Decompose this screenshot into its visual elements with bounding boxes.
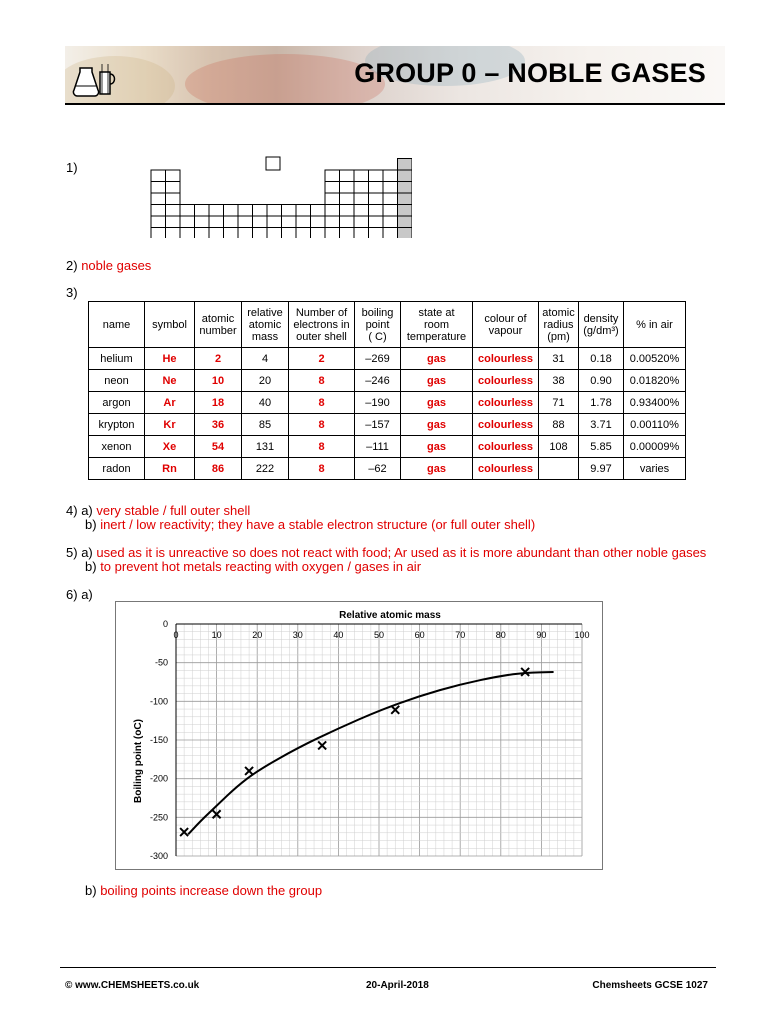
table-cell: 10: [195, 370, 242, 392]
table-cell: –111: [355, 436, 401, 458]
periodic-table-cell: [369, 170, 384, 182]
periodic-table-cell: [354, 216, 369, 228]
q6-b-answer: boiling points increase down the group: [100, 883, 323, 898]
table-cell: 88: [539, 414, 579, 436]
table-cell: 0.00009%: [624, 436, 686, 458]
table-cell: xenon: [89, 436, 145, 458]
periodic-table-group0-cell: [398, 170, 413, 182]
lab-glassware-icon: [72, 54, 120, 102]
table-cell: helium: [89, 348, 145, 370]
table-cell: gas: [401, 370, 473, 392]
periodic-table-cell: [383, 216, 398, 228]
q4-a-label: a): [81, 503, 93, 518]
periodic-table-cell: [282, 205, 297, 217]
table-cell: 8: [289, 370, 355, 392]
table-cell: varies: [624, 458, 686, 480]
table-row: [89, 458, 686, 480]
table-cell: 222: [242, 458, 289, 480]
table-header-cell: symbol: [145, 302, 195, 348]
q2-label: 2): [66, 258, 78, 273]
table-cell: 5.85: [579, 436, 624, 458]
table-cell: 0.00520%: [624, 348, 686, 370]
table-cell: Ne: [145, 370, 195, 392]
periodic-table-cell: [369, 193, 384, 205]
periodic-table-cell: [282, 228, 297, 239]
chart-y-tick-label: -200: [149, 773, 168, 784]
table-cell: neon: [89, 370, 145, 392]
periodic-table-hydrogen-cell: [266, 157, 280, 170]
periodic-table-group0-cell: [398, 193, 413, 205]
periodic-table-cell: [209, 205, 224, 217]
q6-a-label: a): [81, 587, 93, 602]
periodic-table-cell: [267, 216, 282, 228]
table-cell: [539, 458, 579, 480]
periodic-table-group0-cell: [398, 216, 413, 228]
periodic-table-cell: [325, 170, 340, 182]
q6-label: 6): [66, 587, 78, 602]
table-cell: He: [145, 348, 195, 370]
table-header-cell: relative atomic mass: [242, 302, 289, 348]
periodic-table-cell: [325, 182, 340, 194]
table-header-cell: Number of electrons in outer shell: [289, 302, 355, 348]
periodic-table-cell: [253, 216, 268, 228]
table-cell: –246: [355, 370, 401, 392]
footer-code: Chemsheets GCSE 1027: [592, 980, 708, 991]
q5-a-answer: used as it is unreactive so does not react with food; Ar used as it is more abundant than other noble gases: [96, 545, 707, 560]
table-cell: gas: [401, 414, 473, 436]
table-header-cell: state at room temperature: [401, 302, 473, 348]
table-cell: 0.18: [579, 348, 624, 370]
periodic-table-cell: [340, 170, 355, 182]
table-cell: 8: [289, 458, 355, 480]
chart-x-tick-label: 90: [536, 630, 547, 640]
chart-y-tick-label: -50: [154, 657, 168, 668]
periodic-table-cell: [369, 216, 384, 228]
periodic-table-group0-cell: [398, 182, 413, 194]
q5-label: 5): [66, 545, 78, 560]
chart-x-tick-label: 80: [495, 630, 506, 640]
table-cell: 20: [242, 370, 289, 392]
table-header-cell: % in air: [624, 302, 686, 348]
chart-x-tick-label: 60: [414, 630, 425, 640]
table-cell: –157: [355, 414, 401, 436]
periodic-table-cell: [311, 228, 326, 239]
table-row: [89, 392, 686, 414]
q2-answer: noble gases: [81, 258, 152, 273]
table-cell: 1.78: [579, 392, 624, 414]
periodic-table-cell: [253, 205, 268, 217]
table-cell: argon: [89, 392, 145, 414]
table-header-cell: atomic radius (pm): [539, 302, 579, 348]
periodic-table-cell: [325, 216, 340, 228]
q4-label: 4): [66, 503, 78, 518]
table-cell: 2: [195, 348, 242, 370]
table-cell: –62: [355, 458, 401, 480]
periodic-table-cell: [296, 228, 311, 239]
table-cell: –269: [355, 348, 401, 370]
table-header-cell: colour of vapour: [473, 302, 539, 348]
periodic-table-cell: [180, 216, 195, 228]
periodic-table-cell: [311, 216, 326, 228]
periodic-table-cell: [325, 228, 340, 239]
periodic-table-outline: [150, 156, 412, 238]
periodic-table-cell: [166, 228, 181, 239]
table-cell: colourless: [473, 370, 539, 392]
periodic-table-cell: [340, 193, 355, 205]
periodic-table-cell: [224, 205, 239, 217]
table-cell: 2: [289, 348, 355, 370]
periodic-table-cell: [369, 228, 384, 239]
boiling-point-chart: [115, 601, 603, 870]
chart-x-tick-label: 100: [574, 630, 590, 640]
table-header-cell: boiling point ( C): [355, 302, 401, 348]
table-row: [89, 370, 686, 392]
chart-y-tick-label: 0: [162, 619, 168, 629]
q5-b-answer: to prevent hot metals reacting with oxygen / gases in air: [100, 559, 422, 574]
periodic-table-cell: [195, 228, 210, 239]
chart-y-tick-label: -300: [149, 851, 168, 861]
chart-y-axis-label: Boiling point (oC): [133, 719, 144, 803]
table-cell: 9.97: [579, 458, 624, 480]
periodic-table-cell: [325, 205, 340, 217]
periodic-table-cell: [253, 228, 268, 239]
table-cell: 3.71: [579, 414, 624, 436]
table-header-cell: density (g/dm³): [579, 302, 624, 348]
chart-title: Relative atomic mass: [339, 610, 441, 621]
periodic-table-cell: [166, 193, 181, 205]
table-row: [89, 348, 686, 370]
chart-y-tick-label: -150: [149, 735, 168, 745]
periodic-table-cell: [354, 193, 369, 205]
periodic-table-cell: [151, 216, 166, 228]
table-cell: 31: [539, 348, 579, 370]
periodic-table-cell: [238, 205, 253, 217]
periodic-table-cell: [238, 228, 253, 239]
table-cell: 8: [289, 414, 355, 436]
table-cell: 71: [539, 392, 579, 414]
table-cell: 86: [195, 458, 242, 480]
periodic-table-cell: [311, 205, 326, 217]
periodic-table-cell: [224, 216, 239, 228]
q4-a-answer: very stable / full outer shell: [96, 503, 251, 518]
table-cell: 0.93400%: [624, 392, 686, 414]
q3-label: 3): [66, 285, 78, 300]
periodic-table-cell: [296, 205, 311, 217]
periodic-table-cell: [180, 228, 195, 239]
periodic-table-cell: [180, 205, 195, 217]
table-cell: Rn: [145, 458, 195, 480]
periodic-table-cell: [267, 228, 282, 239]
periodic-table-cell: [354, 182, 369, 194]
table-cell: –190: [355, 392, 401, 414]
q1-label: 1): [66, 160, 78, 175]
chart-x-tick-label: 70: [455, 630, 466, 640]
periodic-table-cell: [166, 170, 181, 182]
periodic-table-cell: [195, 216, 210, 228]
footer-website: © www.CHEMSHEETS.co.uk: [65, 980, 200, 991]
table-cell: 85: [242, 414, 289, 436]
chart-x-tick-label: 50: [373, 630, 385, 640]
table-header-row: [89, 302, 686, 348]
page-title: GROUP 0 – NOBLE GASES: [354, 58, 706, 88]
table-cell: 108: [539, 436, 579, 458]
table-cell: colourless: [473, 348, 539, 370]
periodic-table-cell: [383, 170, 398, 182]
table-row: [89, 414, 686, 436]
table-cell: 40: [242, 392, 289, 414]
table-cell: Kr: [145, 414, 195, 436]
table-cell: colourless: [473, 392, 539, 414]
table-cell: 131: [242, 436, 289, 458]
periodic-table-group0-cell: [398, 228, 413, 239]
q4-b-answer: inert / low reactivity; they have a stable electron structure (or full outer shell): [100, 517, 536, 532]
q4-b-label: b): [85, 517, 97, 532]
periodic-table-cell: [383, 182, 398, 194]
table-cell: 38: [539, 370, 579, 392]
periodic-table-cell: [383, 193, 398, 205]
table-cell: 8: [289, 436, 355, 458]
noble-gas-table: [88, 301, 686, 480]
periodic-table-cell: [354, 170, 369, 182]
periodic-table-cell: [166, 216, 181, 228]
table-cell: 54: [195, 436, 242, 458]
chart-x-tick-label: 0: [173, 630, 179, 640]
table-cell: 4: [242, 348, 289, 370]
table-cell: gas: [401, 458, 473, 480]
periodic-table-cell: [282, 216, 297, 228]
table-cell: 0.01820%: [624, 370, 686, 392]
periodic-table-cell: [209, 228, 224, 239]
chart-y-tick-label: -250: [149, 812, 168, 823]
periodic-table-cell: [296, 216, 311, 228]
periodic-table-cell: [195, 205, 210, 217]
table-cell: colourless: [473, 436, 539, 458]
q5-b-label: b): [85, 559, 97, 574]
periodic-table-cell: [383, 228, 398, 239]
periodic-table-group0-cell: [398, 205, 413, 217]
table-header-cell: name: [89, 302, 145, 348]
table-cell: colourless: [473, 414, 539, 436]
periodic-table-cell: [209, 216, 224, 228]
chart-x-tick-label: 30: [292, 630, 303, 640]
table-cell: krypton: [89, 414, 145, 436]
table-cell: 18: [195, 392, 242, 414]
table-header-cell: atomic number: [195, 302, 242, 348]
periodic-table-cell: [238, 216, 253, 228]
q5-a-label: a): [81, 545, 93, 560]
periodic-table-cell: [383, 205, 398, 217]
periodic-table-cell: [166, 182, 181, 194]
periodic-table-cell: [151, 170, 166, 182]
footer-date: 20-April-2018: [366, 980, 429, 991]
periodic-table-cell: [151, 182, 166, 194]
table-cell: Ar: [145, 392, 195, 414]
table-cell: 8: [289, 392, 355, 414]
table-cell: 0.00110%: [624, 414, 686, 436]
table-cell: gas: [401, 392, 473, 414]
table-cell: gas: [401, 436, 473, 458]
table-cell: Xe: [145, 436, 195, 458]
periodic-table-cell: [151, 193, 166, 205]
chart-y-tick-label: -100: [149, 696, 168, 707]
periodic-table-group0-cell: [398, 159, 413, 171]
periodic-table-cell: [354, 205, 369, 217]
footer-rule: [60, 967, 716, 968]
table-cell: 0.90: [579, 370, 624, 392]
periodic-table-cell: [354, 228, 369, 239]
periodic-table-cell: [267, 205, 282, 217]
periodic-table-cell: [325, 193, 340, 205]
periodic-table-cell: [340, 205, 355, 217]
periodic-table-cell: [166, 205, 181, 217]
chart-x-tick-label: 10: [211, 630, 222, 640]
periodic-table-cell: [340, 216, 355, 228]
chart-frame: [116, 602, 603, 870]
header-rule: [65, 103, 725, 105]
periodic-table-cell: [151, 228, 166, 239]
q6-b-label: b): [85, 883, 97, 898]
chart-x-tick-label: 40: [333, 630, 344, 640]
table-cell: colourless: [473, 458, 539, 480]
periodic-table-cell: [369, 182, 384, 194]
chart-x-tick-label: 20: [252, 630, 263, 640]
periodic-table-cell: [369, 205, 384, 217]
table-cell: 36: [195, 414, 242, 436]
table-cell: gas: [401, 348, 473, 370]
table-row: [89, 436, 686, 458]
periodic-table-cell: [224, 228, 239, 239]
periodic-table-cell: [340, 182, 355, 194]
periodic-table-cell: [340, 228, 355, 239]
periodic-table-cell: [151, 205, 166, 217]
table-cell: radon: [89, 458, 145, 480]
